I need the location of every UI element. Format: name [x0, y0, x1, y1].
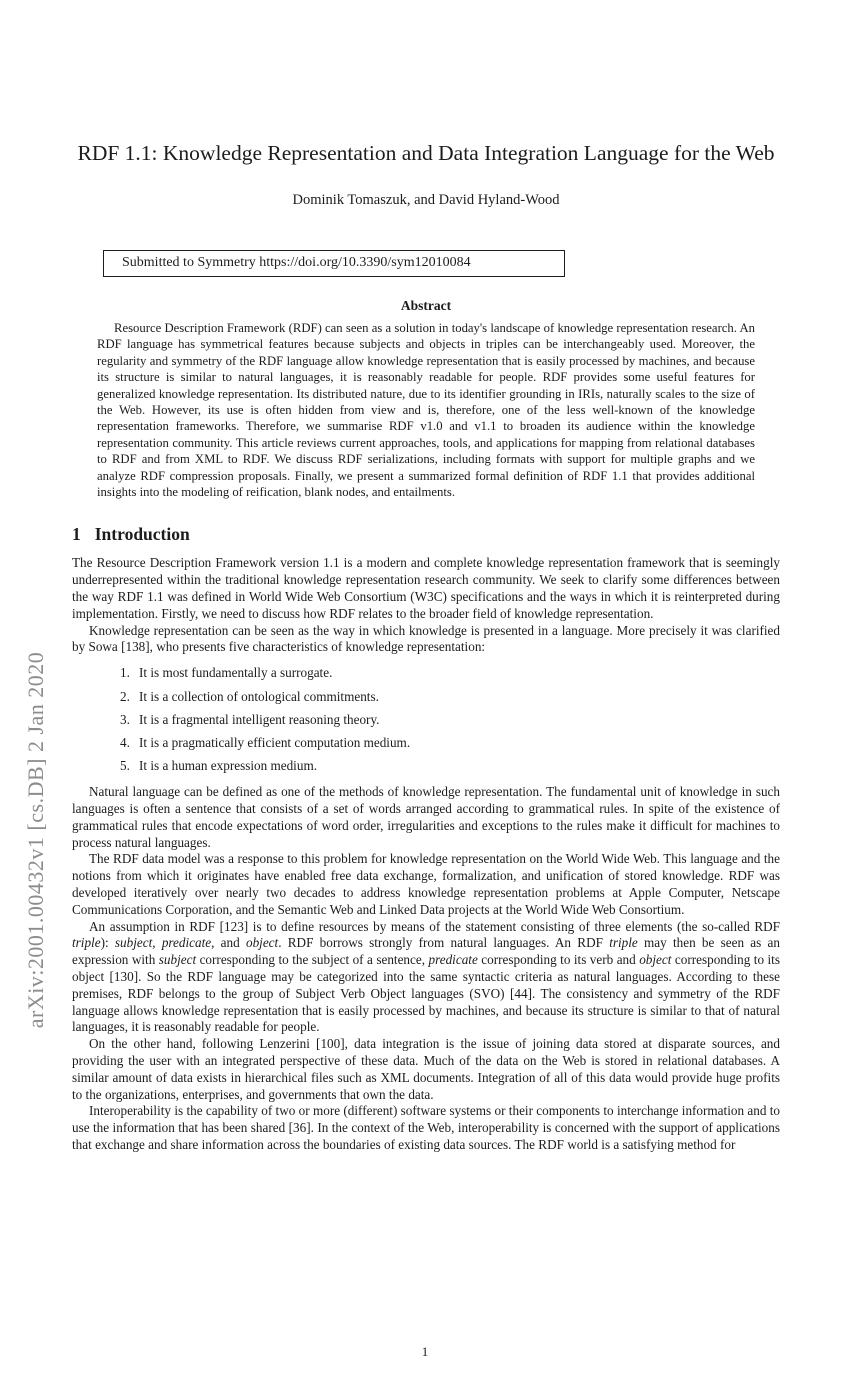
arxiv-watermark: arXiv:2001.00432v1 [cs.DB] 2 Jan 2020 — [23, 651, 48, 1029]
introduction-body — [72, 555, 780, 1153]
list-item-text: It is a fragmental intelligent reasoning theory. — [139, 711, 380, 727]
paragraph: Interoperability is the capability of two or more (different) software systems or their components to interchange information and to use the information that has been shared [36]. In the context of the Web, interoperability is concerned with the support of applications that exchange and share information across the boundaries of existing data sources. The RDF world is a satisfying method for — [72, 1103, 780, 1152]
list-item-number: 2. — [120, 688, 130, 704]
paragraph: Natural language can be defined as one of the methods of knowledge representation. The fundamental unit of knowledge in such languages is often a sentence that consists of a set of words arranged according to grammatical rules. In spite of the existence of grammatical rules that encode expectations of word order, irregularities and exceptions to the rules make it difficult for machines to process natural languages. — [72, 784, 780, 850]
list-item — [120, 665, 780, 682]
section-heading — [72, 524, 780, 545]
paper-title: RDF 1.1: Knowledge Representation and Data Integration Language for the Web — [77, 141, 775, 165]
list-item-number: 1. — [120, 665, 130, 681]
list-item-text: It is a collection of ontological commitments. — [139, 688, 379, 704]
paragraph: Knowledge representation can be seen as the way in which knowledge is presented in a language. More precisely it was clarified by Sowa [138], who presents five characteristics of knowledge representation: — [72, 622, 780, 655]
page-number: 1 — [421, 1344, 429, 1359]
list-item-text: It is a human expression medium. — [139, 758, 317, 774]
paragraph: On the other hand, following Lenzerini [100], data integration is the issue of joining data stored at disparate sources, and providing the user with an integrated perspective of these data. Much of the data on the Web is stored in relational databases. A similar amount of data exists in hierarchical files such as XML documents. Integration of all of this data would provide huge profits to the organizations, enterprises, and governments that own the data. — [72, 1036, 780, 1102]
kr-characteristics-list — [72, 665, 780, 775]
abstract-text: Resource Description Framework (RDF) can seen as a solution in today's landscape of knowledge representation research. An RDF language has symmetrical features because subjects and objects in triples can be interchangeably used. Moreover, the regularity and symmetry of the RDF language allow knowledge representation that is easily processed by machines, and because its structure is similar to natural languages, it is reasonably readable for people. RDF provides some useful features for generalized knowledge representation. Its distributed nature, due to its identifier grounding in IRIs, naturally scales to the size of the Web. However, its use is often hidden from view and is, therefore, one of the less well-known of the knowledge representation frameworks. Therefore, we summarise RDF v1.0 and v1.1 to broaden its audience within the knowledge representation community. This article reviews current approaches, tools, and applications for mapping from relational databases to RDF and from XML to RDF. We discuss RDF serializations, including formats with support for multiple graphs and we analyze RDF compression proposals. Finally, we present a summarized formal definition of RDF 1.1 that provides additional insights into the modeling of reification, blank nodes, and entailments. — [97, 321, 755, 500]
paragraph: The RDF data model was a response to this problem for knowledge representation on the World Wide Web. This language and the notions from which it originates have enabled free data exchange, formalization, and unification of stored knowledge. RDF was developed iteratively over nearly two decades to address knowledge representation problems at Apple Computer, Netscape Communications Corporation, and the Semantic Web and Linked Data projects at the World Wide Web Consortium. — [72, 851, 780, 917]
paragraph: An assumption in RDF [123] is to define resources by means of the statement consisting of three elements (the so-called RDF triple): subject, predicate, and object. RDF borrows strongly from natural languages. An RDF triple may then be seen as an expression with subject corresponding to the subject of a sentence, predicate corresponding to its verb and object corresponding to its object [130]. So the RDF language may be categorized into the same syntactic criteria as natural languages. According to these premises, RDF belongs to the group of Subject Verb Object languages (SVO) [44]. The consistency and symmetry of the RDF language allows knowledge representation that is easily processed by machines, and because its structure is similar to that of natural languages, it is reasonably readable for people. — [72, 918, 780, 1035]
submission-note-box: Submitted to Symmetry https://doi.org/10.3390/sym12010084 — [103, 250, 565, 277]
list-item-number: 5. — [120, 758, 130, 774]
paragraph: The Resource Description Framework version 1.1 is a modern and complete knowledge representation framework that is seemingly underrepresented within the traditional knowledge representation research community. We seek to clarify some differences between the way RDF 1.1 was defined in World Wide Web Consortium (W3C) specifications and the ways in which it is reinterpreted during implementation. Firstly, we need to discuss how RDF relates to the broader field of knowledge representation. — [72, 555, 780, 621]
section-number: 1 — [72, 524, 81, 545]
section-title: Introduction — [94, 524, 190, 545]
abstract-heading: Abstract — [400, 298, 452, 313]
list-item — [120, 735, 780, 752]
list-item-text: It is most fundamentally a surrogate. — [139, 665, 333, 681]
list-item — [120, 712, 780, 729]
list-item-number: 3. — [120, 711, 130, 727]
list-item — [120, 689, 780, 706]
paper-authors: Dominik Tomaszuk, and David Hyland-Wood — [292, 192, 560, 208]
list-item-number: 4. — [120, 735, 130, 751]
list-item-text: It is a pragmatically efficient computation medium. — [139, 735, 411, 751]
list-item — [120, 758, 780, 775]
